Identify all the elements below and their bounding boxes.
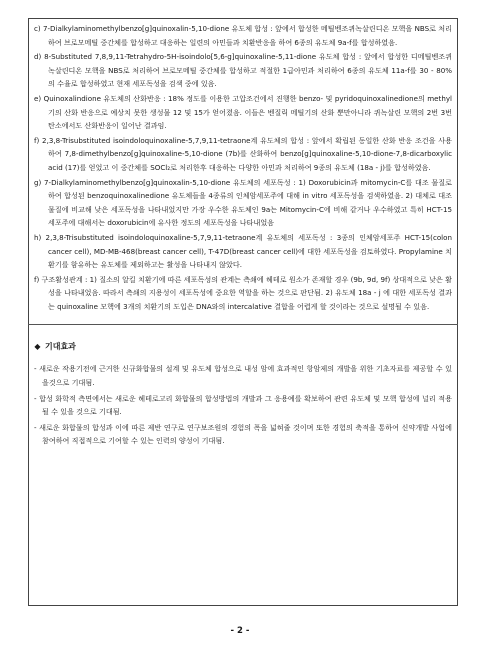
bullet-marker: - xyxy=(34,393,37,403)
bullet-text: 새로운 작용기전에 근거한 신규화합물의 설계 및 유도체 합성으로 내성 암에 효과적인 항암제의 개발을 위한 기초자료를 제공할 수 있을것으로 기대됨. xyxy=(39,364,452,388)
diamond-icon: ◆ xyxy=(34,342,41,352)
expected-effect-item xyxy=(34,362,452,389)
document-body xyxy=(34,22,452,450)
result-item-d: d) 8-Substituted 7,8,9,11-Tetrahydro-5H-isoindolo[5,6-g]quinoxaline-5,11-dione 유도체 합성 : 앞에서 합성한 디메틸벤조퀴녹살린디온 모핵을 NBS로 처리하여 브로모메틸 중간체를 합성하고 적절한 1급아민과 처리하여 6종의 유도체 11a-f를 30 - 80% 의 수율로 합성하였고 현재 세포독성을 검색 중에 있음. xyxy=(34,52,452,89)
result-item-h: h) 2,3,8-Trisubstituted isoindoloquinoxaline-5,7,9,11-tetraone계 유도체의 세포독성 : 3종의 인체암세포주 HCT-15(colon cancer cell), MD-MB-468(breast cancer cell), T-47D(breast cancer cell)에 대한 세포독성을 검토하였다. Propylamine 치환기를 함유하는 유도체를 제외하고는 활성을 나타내지 않았다. xyxy=(34,232,452,270)
result-item-g: g) 7-Dialkylaminomethylbenzo[g]quinoxalin-5,10-dione 유도체의 세포독성 : 1) Doxorubicin과 mitomycin-C를 대조 물질로 하여 합성된 benzoquinoxalinedione 유도체들을 4종류의 인체암세포주에 대해 in vitro 세포독성을 검색하였음. 2) 대체로 대조물질에 비교해 낮은 세포독성을 나타내었지만 가장 우수한 유도체인 9a는 Mitomycin-C에 비해 같거나 우수하였고 특히 HCT-15세포주에 대해서는 doxorubicin에 유사한 정도의 세포독성을 나타내었음 xyxy=(34,177,452,228)
bullet-text: 합성 화학적 측면에서는 새로운 헤테로고리 화합물의 합성방법의 개발과 그 응용예를 확보하여 관련 유도체 및 모핵 합성에 널리 적용될 수 있을 것으로 기대됨. xyxy=(39,393,452,417)
result-item-sar: f) 구조활성관계 : 1) 질소의 알킬 치환기에 따른 세포독성의 관계는 측쇄에 헤테로 원소가 존재할 경우 (9b, 9d, 9f) 상대적으로 낮은 활성을 나타내었음. 따라서 측쇄의 지용성이 세포독성에 중요한 역할을 하는 것으로 판단됨. 2) 유도체 18a - j 에 대한 세포독성 결과는 quinoxaline 모핵에 3개의 치환기의 도입은 DNA와의 intercalative 결합을 어렵게 할 것이라는 것으로 설명될 수 있음. xyxy=(34,274,452,311)
result-item-f: f) 2,3,8-Trisubstituted isoindoloquinoxaline-5,7,9,11-tetraone계 유도체의 합성 : 앞에서 확립된 동일한 산화 반응 조건을 사용하여 7,8-dimethylbenzo[g]quinoxaline-5,10-dione (7b)를 산화하여 benzo[g]quinoxaline-5,10-dione-7,8-dicarboxylic acid (17)를 얻었고 이 중간체를 SOCl₂로 처리한후 대응하는 다양한 아민과 처리하여 9종의 유도체 (18a - j)를 합성하였음. xyxy=(34,135,452,172)
expected-effect-item xyxy=(34,421,452,448)
section-title: 기대효과 xyxy=(45,342,76,352)
bullet-marker: - xyxy=(34,422,37,432)
expected-effect-item xyxy=(34,392,452,419)
bullet-marker: - xyxy=(34,364,37,374)
result-item-c: c) 7-Dialkylaminomethylbenzo[g]quinoxalin-5,10-dione 유도체 합성 : 앞에서 합성한 메틸벤조퀴녹살린디온 모핵을 NBS로 처리하여 브로모메틸 중간체를 합성하고 대응하는 일련의 아민들과 치환반응을 하여 6종의 유도체 9a-f를 합성하였음. xyxy=(34,24,452,47)
result-item-e: e) Quinoxalindione 유도체의 산화반응 : 18% 정도를 이용한 고압조건에서 진행한 benzo- 및 pyridoquinoxalinedione의 methyl기의 산화 반응으로 예상치 못한 생성물 12 및 15가 얻어졌음. 이들은 벤질릭 메틸기의 산화 뿐만아니라 퀴녹살린 모핵의 2번 3번 탄소에서도 산화반응이 일어난 결과임. xyxy=(34,93,452,131)
page-number: - 2 - xyxy=(230,626,250,636)
section-heading xyxy=(34,341,452,352)
section-divider xyxy=(28,324,458,325)
bullet-text: 새로운 화합물의 합성과 이에 따른 제반 연구로 연구보조원의 경험의 폭을 넓혀줄 것이며 또한 경험의 축적을 통하여 신약개발 사업에 참여하여 직접적으로 기여할 수 있는 인력의 양성이 기대됨. xyxy=(39,422,452,446)
